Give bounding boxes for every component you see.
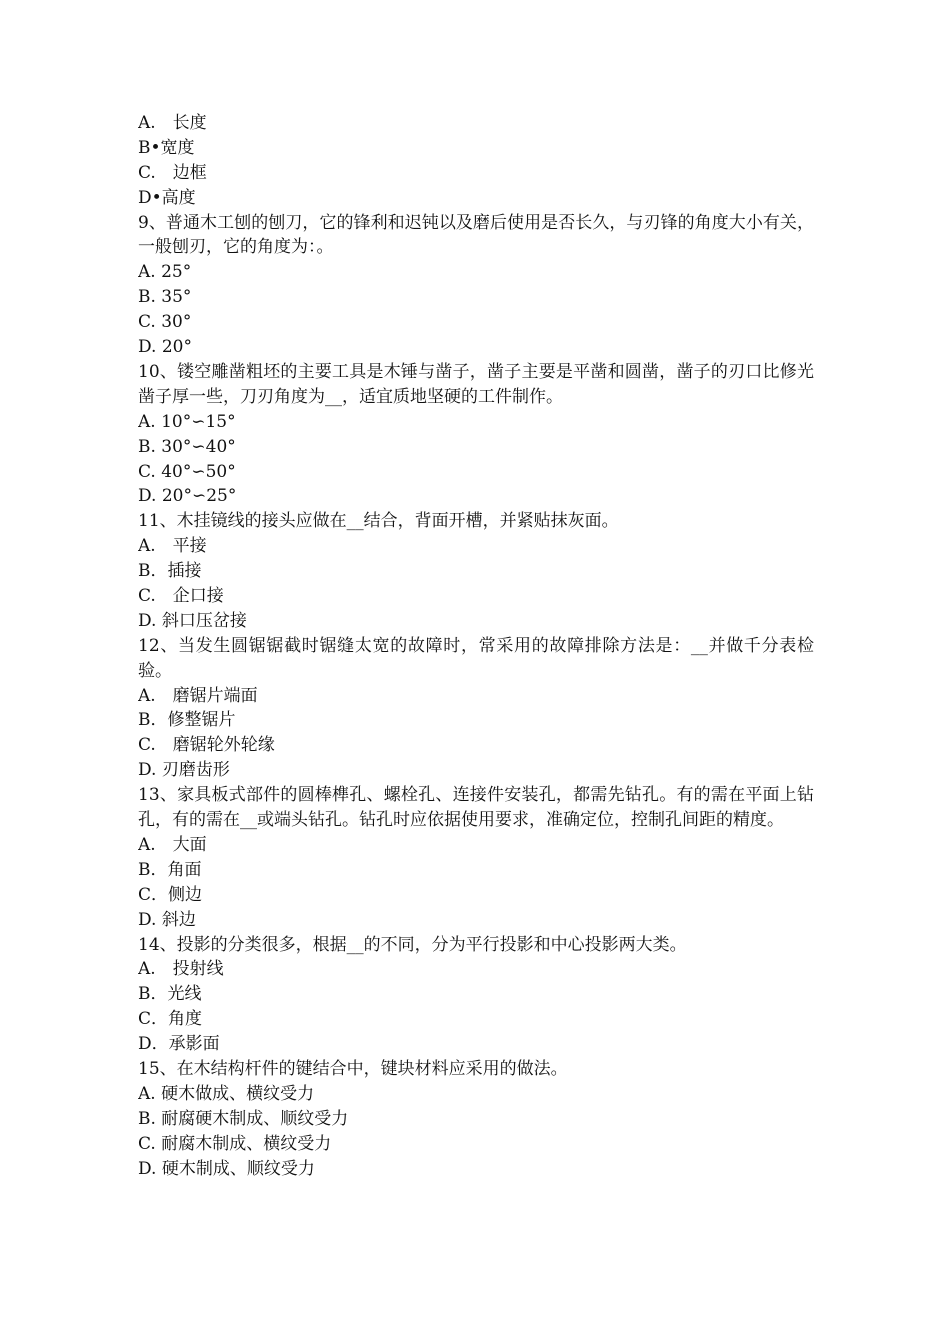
q15-option-d: D. 硬木制成、顺纹受力: [138, 1158, 315, 1179]
q12-stem: 12、当发生圆锯锯截时锯缝太宽的故障时，常采用的故障排除方法是：__并做千分表检验。: [138, 635, 814, 681]
q13-option-a: A. 大面: [138, 834, 207, 855]
q13-option-b: B．角面: [138, 859, 202, 880]
q15-option-b: B. 耐腐硬木制成、顺纹受力: [138, 1108, 349, 1129]
q15-option-c: C. 耐腐木制成、横纹受力: [138, 1133, 332, 1154]
q9-option-b: B. 35°: [138, 287, 192, 308]
q12-option-a: A. 磨锯片端面: [138, 685, 258, 706]
q14-option-a: A. 投射线: [138, 959, 224, 980]
q9-option-d: D. 20°: [138, 337, 192, 358]
q15-stem: 15、在木结构杆件的键结合中，键块材料应采用的做法。: [138, 1059, 568, 1079]
q10-option-d: D. 20°∽25°: [138, 486, 237, 507]
q11-option-c: C. 企口接: [138, 586, 224, 606]
document-page: [138, 111, 814, 1181]
q10-option-a: A. 10°∽15°: [138, 411, 236, 432]
q12-option-c: C. 磨锯轮外轮缘: [138, 735, 275, 756]
q14-stem: 14、投影的分类很多，根据__的不同，分为平行投影和中心投影两大类。: [138, 934, 687, 955]
q8-option-d: D•高度: [138, 187, 196, 208]
q10-option-b: B. 30°∽40°: [138, 436, 236, 457]
q9-stem: 9、普通木工刨的刨刀，它的锋利和迟钝以及磨后使用是否长久，与刃锋的角度大小有关，一般刨刃，它的角度为：。: [138, 212, 814, 258]
q11-option-b: B．插接: [138, 561, 202, 582]
q13-option-c: C．侧边: [138, 884, 203, 905]
q14-option-b: B．光线: [138, 984, 202, 1005]
q11-option-d: D. 斜口压岔接: [138, 610, 247, 631]
q12-option-d: D. 刃磨齿形: [138, 760, 230, 781]
q12-option-b: B．修整锯片: [138, 710, 236, 731]
q10-stem: 10、镂空雕凿粗坯的主要工具是木锤与凿子，凿子主要是平凿和圆凿，凿子的刃口比修光凿子厚一些，刀刃角度为__，适宜质地坚硬的工件制作。: [138, 361, 814, 407]
q8-option-c: C. 边框: [138, 162, 207, 183]
q14-option-d: D．承影面: [138, 1034, 220, 1055]
q13-option-d: D. 斜边: [138, 909, 196, 930]
q13-stem: 13、家具板式部件的圆棒榫孔、螺栓孔、连接件安装孔，都需先钻孔。有的需在平面上钻孔，有的需在__或端头钻孔。钻孔时应依据使用要求，准确定位，控制孔间距的精度。: [138, 785, 814, 831]
q11-option-a: A. 平接: [138, 536, 207, 557]
q11-stem: 11、木挂镜线的接头应做在__结合，背面开槽，并紧贴抹灰面。: [138, 511, 619, 532]
q9-option-c: C. 30°: [138, 312, 192, 333]
q10-option-c: C. 40°∽50°: [138, 461, 236, 482]
q9-option-a: A. 25°: [138, 262, 192, 283]
q14-option-c: C．角度: [138, 1009, 203, 1030]
q8-option-b: B•宽度: [138, 137, 195, 158]
q8-option-a: A. 长度: [138, 113, 207, 133]
q15-option-a: A. 硬木做成、横纹受力: [138, 1083, 315, 1104]
